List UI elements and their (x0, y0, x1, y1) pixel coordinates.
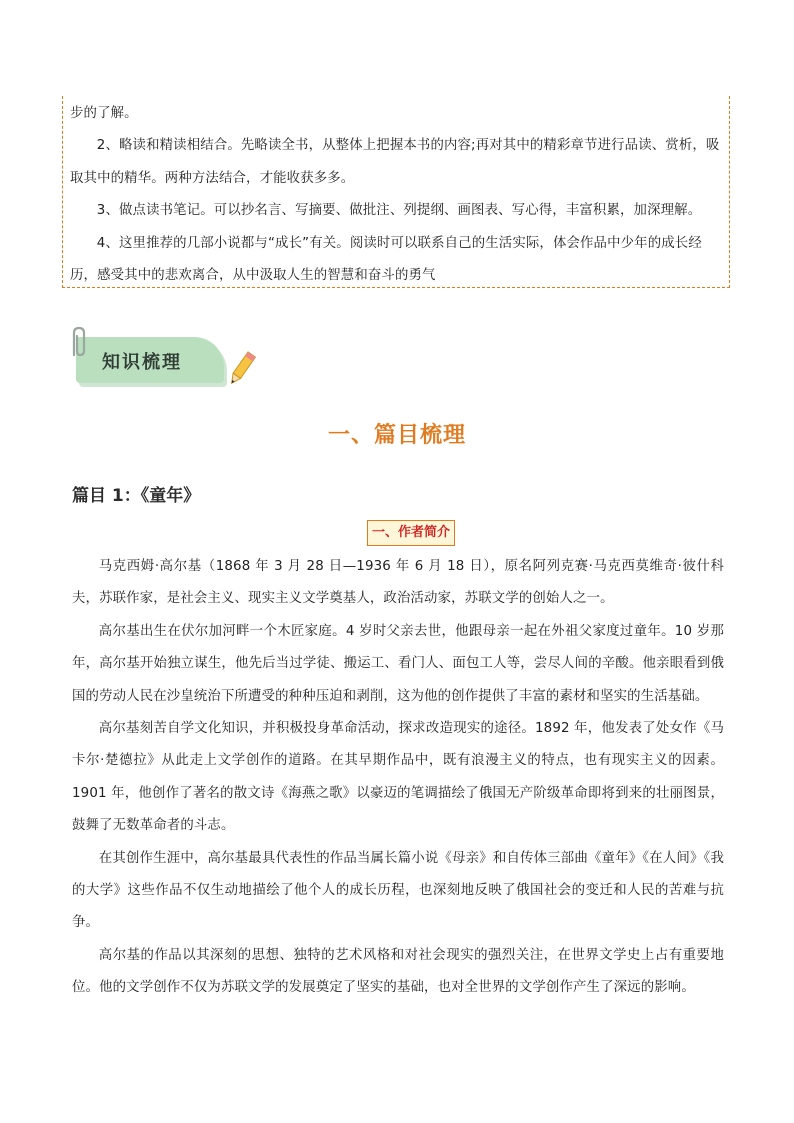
tips-paragraph: 3、做点读书笔记。可以抄名言、写摘要、做批注、列提纲、画图表、写心得，丰富积累，加深理解。 (96, 203, 702, 219)
body-paragraph: 高尔基出生在伏尔加河畔一个木匠家庭。4 岁时父亲去世，他跟母亲一起在外祖父家度过童年。10 岁那年，高尔基开始独立谋生，他先后当过学徒、搬运工、看门人、面包工人等，尝尽人间的辛酸。他亲眼看到俄国的劳动人民在沙皇统治下所遭受的种种压迫和剥削，这为他的创作提供了丰富的素材和坚实的生活基础。 (72, 623, 724, 704)
section-title: 一、篇目梳理 (327, 423, 466, 448)
author-intro-text (72, 551, 724, 1005)
pencil-icon (224, 349, 258, 389)
body-paragraph: 高尔基的作品以其深刻的思想、独特的艺术风格和对社会现实的强烈关注，在世界文学史上占有重要地位。他的文学创作不仅为苏联文学的发展奠定了坚实的基础，也对全世界的文学创作产生了深远的影响。 (72, 947, 724, 996)
tips-paragraph: 2、略读和精读相结合。先略读全书，从整体上把握本书的内容;再对其中的精彩章节进行品读、赏析，吸取其中的精华。两种方法结合，才能收获多多。 (70, 138, 720, 186)
chapter-title: 篇目 1：《童年》 (72, 486, 201, 506)
body-paragraph: 在其创作生涯中，高尔基最具代表性的作品当属长篇小说《母亲》和自传体三部曲《童年》《在人间》《我的大学》这些作品不仅生动地描绘了他个人的成长历程，也深刻地反映了俄国社会的变迁和人民的苦难与抗争。 (72, 850, 724, 931)
knowledge-tab-label: 知识梳理 (102, 352, 182, 373)
author-intro-label: 一、作者简介 (367, 520, 455, 546)
body-paragraph: 高尔基刻苦自学文化知识，并积极投身革命活动，探求改造现实的途径。1892 年，他发表了处女作《马卡尔·楚德拉》从此走上文学创作的道路。在其早期作品中，既有浪漫主义的特点，也有现实主义的因素。1901 年，他创作了著名的散文诗《海燕之歌》以豪迈的笔调描绘了俄国无产阶级革命即将到来的壮丽图景，鼓舞了无数革命者的斗志。 (72, 721, 724, 834)
body-paragraph: 马克西姆·高尔基（1868 年 3 月 28 日—1936 年 6 月 18 日），原名阿列克赛·马克西莫维奇·彼什科夫，苏联作家，是社会主义、现实主义文学奠基人，政治活动家，苏联文学的创始人之一。 (72, 559, 724, 607)
tips-paragraph: 步的了解。 (70, 106, 138, 121)
tips-paragraph: 4、这里推荐的几部小说都与“成长”有关。阅读时可以联系自己的生活实际，体会作品中少年的成长经历，感受其中的悲欢离合，从中汲取人生的智慧和奋斗的勇气 (70, 235, 702, 284)
paperclip-icon (66, 325, 92, 361)
knowledge-tab (64, 325, 264, 405)
tips-text (70, 98, 724, 292)
